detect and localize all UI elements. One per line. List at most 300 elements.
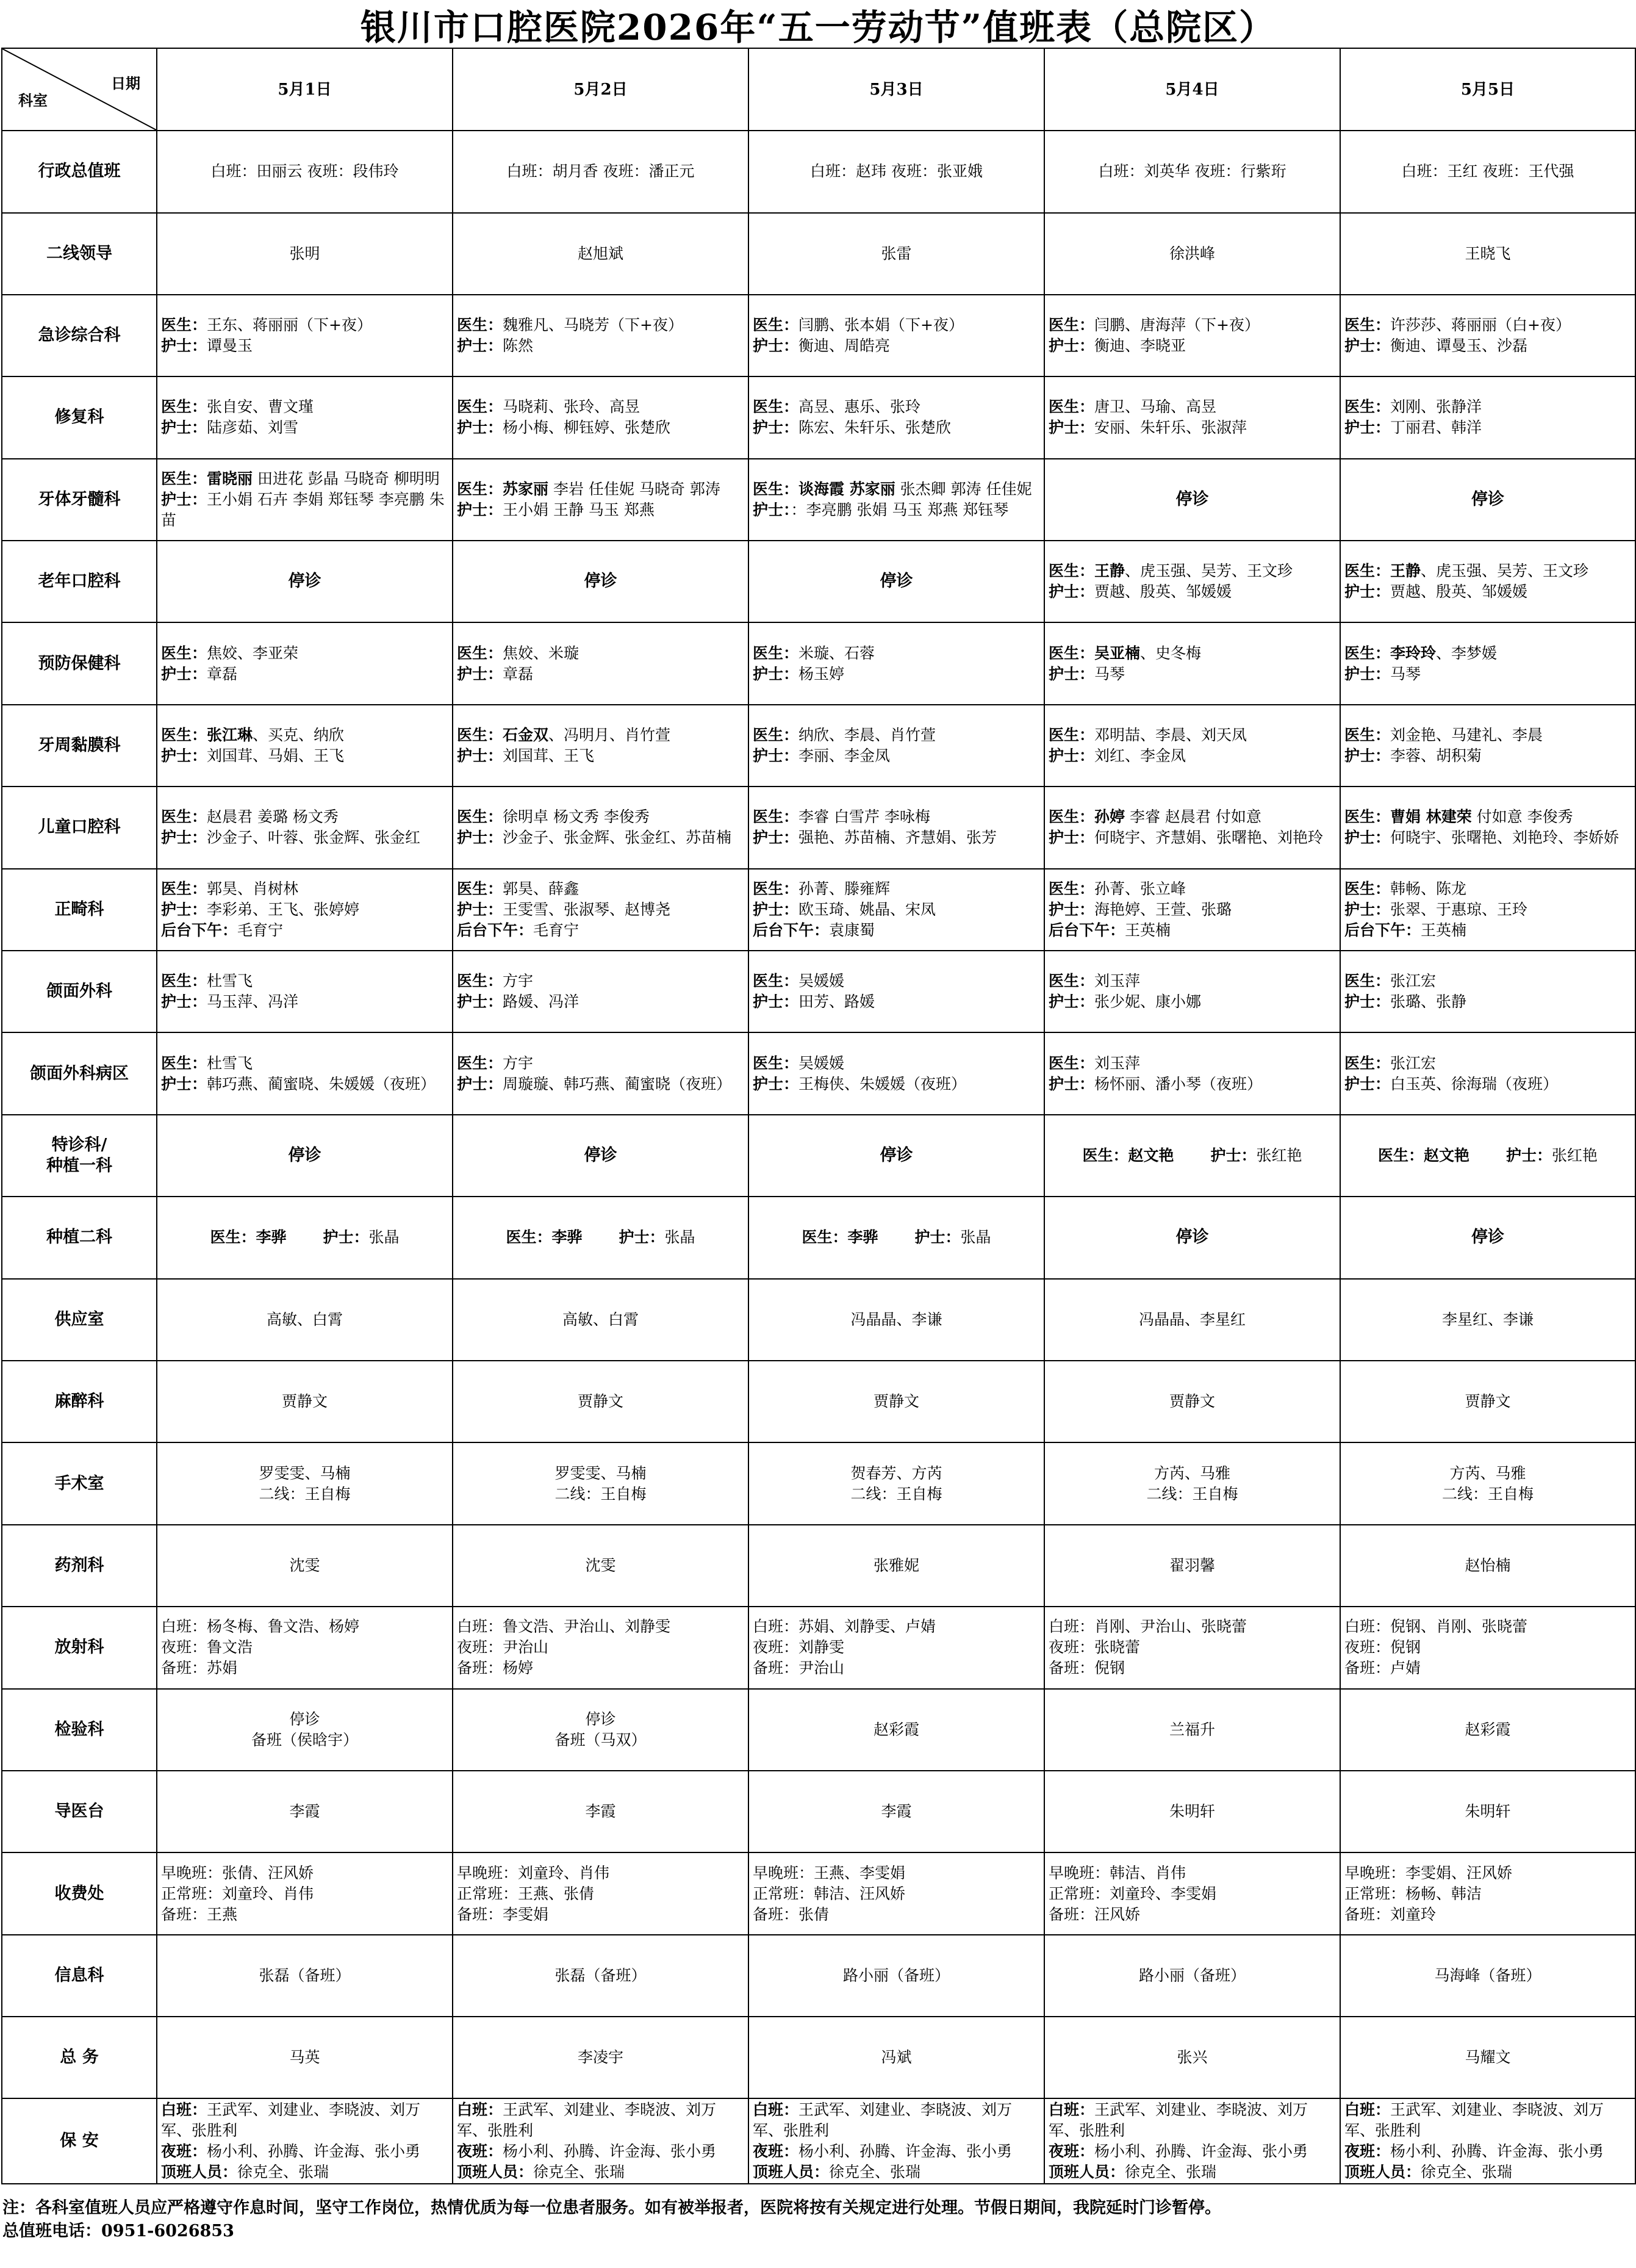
row-implant2 (2, 1197, 1635, 1278)
bound-text: 袁康蜀 (829, 921, 875, 939)
duty-cell (748, 1607, 1044, 1688)
duty-cell (453, 1852, 748, 1934)
duty-cell (453, 869, 748, 951)
row-lab (2, 1689, 1635, 1771)
bound-text: 李蓉、胡积菊 (1390, 747, 1482, 765)
bold-text: 医生： (457, 316, 503, 334)
bound-text: 备班：苏娟 (161, 1659, 238, 1677)
bold-text: 李骅 (551, 1228, 583, 1247)
dept-admin: 行政总值班 (2, 131, 157, 212)
bold-text: 护士： (753, 993, 799, 1011)
dept-pedo: 儿童口腔科 (2, 787, 157, 868)
duty-cell (1044, 1115, 1340, 1197)
duty-cell (748, 1442, 1044, 1524)
duty-cell (453, 1607, 748, 1688)
bound-text: 章磊 (503, 664, 534, 683)
bold-text: 护士： (161, 664, 207, 683)
bold-text: 护士： (1049, 747, 1095, 765)
bound-text: 二线：王自梅 (259, 1485, 351, 1503)
duty-cell (748, 459, 1044, 541)
bold-text: 护士： (457, 1075, 503, 1093)
row-maxfac (2, 951, 1635, 1032)
bound-text: 二线：王自梅 (1146, 1485, 1238, 1503)
duty-cell (1044, 951, 1340, 1032)
bound-text: 马琴 (1390, 664, 1421, 683)
bound-text: 田芳、路媛 (798, 993, 875, 1011)
bound-text: 白玉英、徐海瑞（夜班） (1390, 1075, 1559, 1093)
bound-text: 备班：李雯娟 (457, 1905, 549, 1923)
duty-cell (748, 1689, 1044, 1771)
bound-text: 张江宏 (1390, 1054, 1437, 1072)
bound-text: 刘红、李金凤 (1094, 747, 1186, 765)
duty-cell (1044, 869, 1340, 951)
bound-text: 章磊 (207, 664, 238, 683)
bound-text: 杜雪飞 (207, 972, 253, 990)
bound-text: 备班：刘童玲 (1344, 1905, 1437, 1923)
bound-text: 方芮、马雅 (1153, 1464, 1230, 1482)
row-anes (2, 1361, 1635, 1442)
bold-text: 护士： (161, 747, 207, 765)
bold-text: 医生： (753, 879, 799, 898)
dept-ortho: 正畸科 (2, 869, 157, 951)
row-info (2, 1935, 1635, 2017)
closed-cell: 停诊 (157, 541, 453, 622)
bound-text: 罗雯雯、马楠 (554, 1464, 647, 1482)
duty-cell: 路小丽（备班） (748, 1935, 1044, 2017)
bound-text: 备班（侯晗宇） (251, 1730, 358, 1749)
dept-leader: 二线领导 (2, 213, 157, 295)
bold-text: 医生： (1344, 644, 1391, 662)
row-pharm (2, 1525, 1635, 1607)
duty-cell (1340, 1442, 1635, 1524)
duty-cell (157, 459, 453, 541)
bound-text: 杜雪飞 (207, 1054, 253, 1072)
bound-text: 韩畅、陈龙 (1390, 879, 1467, 898)
bold-text: 医生： (1049, 726, 1095, 744)
closed-cell: 停诊 (453, 541, 748, 622)
dept-guide: 导医台 (2, 1771, 157, 1852)
bound-text: 陈然 (503, 337, 534, 355)
bound-text: 贾越、殷英、邹媛媛 (1094, 583, 1232, 601)
duty-cell (1340, 705, 1635, 787)
bound-text: 马玉萍、冯洋 (207, 993, 299, 1011)
duty-cell (453, 295, 748, 376)
bold-text: 赵文艳 (1128, 1146, 1174, 1164)
bold-text: 医生： (161, 808, 207, 826)
header-row (2, 48, 1635, 131)
duty-cell (453, 622, 748, 704)
dept-emergency: 急诊综合科 (2, 295, 157, 376)
duty-cell: 马英 (157, 2017, 453, 2098)
duty-cell: 翟羽馨 (1044, 1525, 1340, 1607)
bound-text: 白班：杨冬梅、鲁文浩、杨婷 (161, 1618, 360, 1636)
duty-cell: 赵旭斌 (453, 213, 748, 295)
bound-text: 徐克全、张瑞 (829, 2163, 921, 2181)
duty-cell (1340, 541, 1635, 622)
bold-text: 医生： (1344, 879, 1391, 898)
bold-text: 李骅 (847, 1228, 878, 1247)
bold-text: 医生： (1344, 398, 1391, 416)
bold-text: 曹娟 林建荣 (1390, 808, 1472, 826)
duty-cell (748, 376, 1044, 458)
duty-cell: 贾静文 (453, 1361, 748, 1442)
duty-cell (748, 705, 1044, 787)
bound-text: 、冯明月、肖竹萱 (548, 726, 671, 744)
duty-cell (1340, 951, 1635, 1032)
bold-text: 护士： (457, 829, 503, 847)
day-header: 5月4日 (1044, 48, 1340, 131)
day-header: 5月2日 (453, 48, 748, 131)
bound-text: 李丽、李金凤 (798, 747, 891, 765)
bold-text: 李玲玲 (1390, 644, 1437, 662)
bold-text: 孙婷 (1094, 808, 1125, 826)
duty-cell (1340, 1689, 1635, 1771)
duty-cell (748, 1032, 1044, 1114)
bold-text: 夜班： (1344, 2142, 1391, 2161)
bound-text: 郭昊、薛鑫 (503, 879, 579, 898)
bold-text: 护士： (161, 993, 207, 1011)
duty-cell: 高敏、白霄 (157, 1279, 453, 1361)
bound-text: 特诊科/ (51, 1135, 107, 1154)
bold-text: 夜班： (161, 2142, 207, 2161)
bold-text: 护士： (1344, 337, 1391, 355)
bound-text: 王武军、刘建业、李晓波、刘万军、张胜利 (1344, 2101, 1604, 2140)
bound-text: 孙菁、滕雍辉 (798, 879, 891, 898)
bound-text: 早晚班：王燕、李雯娟 (753, 1863, 906, 1882)
duty-cell: 朱明轩 (1044, 1771, 1340, 1852)
dept-prosth: 修复科 (2, 376, 157, 458)
duty-cell (1044, 541, 1340, 622)
duty-cell (157, 705, 453, 787)
bound-text: 张杰卿 郭涛 任佳妮 (895, 480, 1032, 498)
dept-or: 手术室 (2, 1442, 157, 1524)
bold-text: 医生： (161, 469, 207, 488)
bound-text: 王武军、刘建业、李晓波、刘万军、张胜利 (161, 2101, 421, 2140)
bound-text: 徐克全、张瑞 (1421, 2163, 1513, 2181)
duty-cell: 贾静文 (1044, 1361, 1340, 1442)
bound-text: 张璐、张静 (1390, 993, 1467, 1011)
duty-cell (157, 1852, 453, 1934)
bound-text: 方宇 (503, 1054, 534, 1072)
duty-cell (157, 1032, 453, 1114)
dept-radio: 放射科 (2, 1607, 157, 1688)
bold-text: 护士： (1344, 900, 1391, 918)
bound-text: 早晚班：刘童玲、肖伟 (457, 1863, 610, 1882)
bound-text: 吴媛媛 (798, 972, 845, 990)
duty-cell (748, 869, 1044, 951)
duty-cell: 张明 (157, 213, 453, 295)
bound-text: 夜班：鲁文浩 (161, 1638, 253, 1657)
bound-text: 张晶 (960, 1228, 991, 1247)
bold-text: 医生： (753, 316, 799, 334)
bound-text: 毛育宁 (533, 921, 579, 939)
bold-text: 医生： (1344, 972, 1391, 990)
bound-text: 二线：王自梅 (1441, 1485, 1534, 1503)
bound-text: 衡迪、周皓亮 (798, 337, 891, 355)
bold-text: 医生： (161, 972, 207, 990)
duty-cell: 白班：刘英华 夜班：行紫珩 (1044, 131, 1340, 212)
duty-cell: 张兴 (1044, 2017, 1340, 2098)
bound-text: 正常班：刘童玲、肖伟 (161, 1884, 314, 1903)
bound-text: 备班：汪风娇 (1049, 1905, 1141, 1923)
duty-cell (1340, 2098, 1635, 2184)
bold-text: 赵文艳 (1423, 1146, 1469, 1164)
duty-cell (1340, 1032, 1635, 1114)
bold-text: 白班： (161, 2101, 207, 2119)
bold-text: 李骅 (256, 1228, 287, 1247)
duty-cell: 马耀文 (1340, 2017, 1635, 2098)
bold-text: 护士： (457, 900, 503, 918)
bound-text: 张晶 (664, 1228, 695, 1247)
bound-text: 张少妮、康小娜 (1094, 993, 1202, 1011)
bold-text: 石金双 (503, 726, 549, 744)
duty-cell (1044, 1852, 1340, 1934)
duty-cell: 朱明轩 (1340, 1771, 1635, 1852)
duty-cell (453, 787, 748, 868)
bold-text: 护士： (753, 664, 799, 683)
bold-text: 护士： (1506, 1146, 1552, 1164)
bound-text: ：李亮鹏 张娟 马玉 郑燕 郑钰琴 (791, 500, 1009, 519)
duty-cell: 白班：王红 夜班：王代强 (1340, 131, 1635, 212)
bold-text: 护士： (1344, 829, 1391, 847)
duty-cell (748, 622, 1044, 704)
row-special (2, 1115, 1635, 1197)
row-emergency (2, 295, 1635, 376)
closed-cell: 停诊 (1340, 459, 1635, 541)
bold-text: 医生： (161, 879, 207, 898)
dept-special (2, 1115, 157, 1197)
duty-cell: 沈雯 (453, 1525, 748, 1607)
row-cashier (2, 1852, 1635, 1934)
bound-text: 丁丽君、韩洋 (1390, 419, 1482, 437)
row-supply (2, 1279, 1635, 1361)
duty-cell (157, 2098, 453, 2184)
dept-implant2: 种植二科 (2, 1197, 157, 1278)
bound-text: 李彩弟、王飞、张婷婷 (207, 900, 360, 918)
duty-cell: 白班：田丽云 夜班：段伟玲 (157, 131, 453, 212)
bold-text: 医生： (1344, 808, 1391, 826)
bound-text: 、李梦媛 (1436, 644, 1498, 662)
bold-text: 夜班： (457, 2142, 503, 2161)
row-or (2, 1442, 1635, 1524)
bold-text: 护士： (1344, 664, 1391, 683)
duty-cell: 白班：赵玮 夜班：张亚娥 (748, 131, 1044, 212)
bound-text: 杨小利、孙腾、许金海、张小勇 (1094, 2142, 1308, 2161)
bold-text: 医生： (1344, 1054, 1391, 1072)
bold-text: 医生： (753, 1054, 799, 1072)
row-endo (2, 459, 1635, 541)
duty-cell (157, 376, 453, 458)
closed-cell: 停诊 (157, 1115, 453, 1197)
duty-cell (157, 1607, 453, 1688)
duty-cell: 贾静文 (1340, 1361, 1635, 1442)
bound-text: 张江宏 (1390, 972, 1437, 990)
bold-text: 医生： (457, 879, 503, 898)
duty-cell: 高敏、白霄 (453, 1279, 748, 1361)
dept-prev: 预防保健科 (2, 622, 157, 704)
bound-text: 备班（马双） (554, 1730, 647, 1749)
bold-text: 苏家丽 (503, 480, 549, 498)
bold-text: 医生： (457, 808, 503, 826)
bound-text: 白班：鲁文浩、尹治山、刘静雯 (457, 1618, 671, 1636)
bold-text: 护士： (1049, 419, 1095, 437)
bound-text: 马晓莉、张玲、高昱 (503, 398, 640, 416)
bold-text: 夜班： (1049, 2142, 1095, 2161)
bold-text: 医生： (753, 644, 799, 662)
bound-text: 张晶 (368, 1228, 400, 1247)
bold-text: 医生： (457, 726, 503, 744)
closed-cell: 停诊 (1340, 1197, 1635, 1278)
bold-text: 医生： (457, 972, 503, 990)
bold-text: 后台下午： (753, 921, 830, 939)
bound-text: 赵彩霞 (873, 1720, 919, 1738)
duty-cell (1340, 869, 1635, 951)
bold-text: 护士： (1344, 747, 1391, 765)
bound-text: 正常班：王燕、张倩 (457, 1884, 595, 1903)
bold-text: 医生： (1344, 562, 1391, 580)
bold-text: 护士： (1049, 337, 1095, 355)
bound-text: 早晚班：韩洁、肖伟 (1049, 1863, 1186, 1882)
duty-schedule-table (1, 48, 1636, 2184)
bound-text: 田进花 彭晶 马晓奇 柳明明 (253, 469, 440, 488)
duty-cell: 李凌宇 (453, 2017, 748, 2098)
bound-text: 早晚班：张倩、汪风娇 (161, 1863, 314, 1882)
bound-text: 早晚班：李雯娟、汪风娇 (1344, 1863, 1513, 1882)
duty-cell (1340, 376, 1635, 458)
bound-text: 王武军、刘建业、李晓波、刘万军、张胜利 (753, 2101, 1013, 2140)
bold-text: 医生： (457, 480, 503, 498)
duty-cell: 张雷 (748, 213, 1044, 295)
bound-text: 种植一科 (46, 1156, 112, 1175)
bound-text: 邓明喆、李晨、刘天凤 (1094, 726, 1247, 744)
bold-text: 医生： (1344, 316, 1391, 334)
bold-text: 护士： (1210, 1146, 1257, 1164)
dept-info: 信息科 (2, 1935, 157, 2017)
bound-text: 刘金艳、马建礼、李晨 (1390, 726, 1543, 744)
duty-cell: 徐洪峰 (1044, 213, 1340, 295)
footer-notes (2, 2197, 1631, 2243)
bold-text: 护士： (1344, 583, 1391, 601)
bound-text: 、史冬梅 (1140, 644, 1202, 662)
bold-text: 医生： (457, 644, 503, 662)
duty-cell (748, 1197, 1044, 1278)
row-geri (2, 541, 1635, 622)
bound-text: 杨小利、孙腾、许金海、张小勇 (798, 2142, 1013, 2161)
bound-text: 、虎玉强、吴芳、王文珍 (1421, 562, 1589, 580)
bold-text: 医生： (161, 726, 207, 744)
duty-cell (748, 787, 1044, 868)
bold-text: 医生： (753, 972, 799, 990)
row-admin (2, 131, 1635, 212)
duty-cell: 贾静文 (157, 1361, 453, 1442)
dept-supply: 供应室 (2, 1279, 157, 1361)
closed-cell: 停诊 (453, 1115, 748, 1197)
duty-cell: 白班：胡月香 夜班：潘正元 (453, 131, 748, 212)
bold-text: 医生： (1377, 1146, 1424, 1164)
bold-text: 护士： (161, 900, 207, 918)
duty-cell (1340, 1852, 1635, 1934)
duty-cell (157, 295, 453, 376)
bold-text: 护士： (457, 337, 503, 355)
bold-text: 王静 (1094, 562, 1125, 580)
dept-perio: 牙周黏膜科 (2, 705, 157, 787)
bound-text: 闫鹏、张本娟（下+夜） (798, 316, 964, 334)
bound-text: 杨怀丽、潘小琴（夜班） (1094, 1075, 1263, 1093)
bold-text: 医生： (457, 398, 503, 416)
bound-text: 、虎玉强、吴芳、王文珍 (1125, 562, 1293, 580)
bold-text: 护士： (1344, 993, 1391, 1011)
bold-text: 医生： (1049, 972, 1095, 990)
bound-text: 欧玉琦、姚晶、宋凤 (798, 900, 936, 918)
bold-text: 护士： (457, 500, 503, 519)
duty-cell: 王晓飞 (1340, 213, 1635, 295)
bound-text: 徐明卓 杨文秀 李俊秀 (503, 808, 650, 826)
bold-text: 医生： (753, 398, 799, 416)
bound-text: 韩巧燕、蔺蜜晓、朱媛媛（夜班） (207, 1075, 436, 1093)
bold-text: 护士： (753, 337, 799, 355)
duty-cell (1044, 787, 1340, 868)
duty-cell (453, 1689, 748, 1771)
bold-text: 吴亚楠 (1094, 644, 1141, 662)
duty-cell (1340, 1607, 1635, 1688)
duty-cell (157, 1197, 453, 1278)
bound-text: 张红艳 (1256, 1146, 1302, 1164)
bound-text: 王英楠 (1421, 921, 1467, 939)
bound-text: 停诊 (289, 1710, 320, 1728)
bound-text: 、买克、纳欣 (253, 726, 345, 744)
bold-text: 谈海霞 苏家丽 (798, 480, 895, 498)
bold-text: 雷晓丽 (207, 469, 253, 488)
bold-text: 后台下午： (1344, 921, 1421, 939)
bold-text: 医生： (753, 480, 799, 498)
row-security (2, 2098, 1635, 2184)
bound-text: 王小娟 王静 马玉 郑燕 (503, 500, 655, 519)
bound-text: 正常班：刘童玲、李雯娟 (1049, 1884, 1217, 1903)
duty-cell (157, 951, 453, 1032)
bound-text: 赵彩霞 (1465, 1720, 1511, 1738)
bold-text: 医生： (161, 644, 207, 662)
duty-cell (1340, 622, 1635, 704)
duty-cell (453, 459, 748, 541)
dept-general: 总 务 (2, 2017, 157, 2098)
duty-cell (453, 1442, 748, 1524)
duty-cell (1044, 1442, 1340, 1524)
bound-text: 孙菁、张立峰 (1094, 879, 1186, 898)
bound-text: 夜班：张晓蕾 (1049, 1638, 1141, 1657)
bold-text: 护士： (753, 419, 799, 437)
closed-cell: 停诊 (1044, 1197, 1340, 1278)
bold-text: 护士： (753, 829, 799, 847)
bound-text: 杨小利、孙腾、许金海、张小勇 (1390, 2142, 1604, 2161)
bold-text: 白班： (1344, 2101, 1391, 2119)
bold-text: 护士： (1344, 419, 1391, 437)
bold-text: 医生： (1049, 808, 1095, 826)
bound-text: 张翠、于惠琼、王玲 (1390, 900, 1528, 918)
bound-text: 陈宏、朱轩乐、张楚欣 (798, 419, 952, 437)
duty-cell (1340, 1115, 1635, 1197)
bold-text: 后台下午： (161, 921, 238, 939)
duty-cell: 路小丽（备班） (1044, 1935, 1340, 2017)
duty-cell (748, 2098, 1044, 2184)
bound-text: 夜班：尹治山 (457, 1638, 549, 1657)
row-perio (2, 705, 1635, 787)
note-text: 注：各科室值班人员应严格遵守作息时间，坚守工作岗位，热情优质为每一位患者服务。如有被举报者，医院将按有关规定进行处理。节假日期间，我院延时门诊暂停。 (2, 2198, 1221, 2217)
bound-text: 马琴 (1094, 664, 1125, 683)
dept-lab: 检验科 (2, 1689, 157, 1771)
bold-text: 顶班人员： (1344, 2163, 1421, 2181)
bound-text: 杨玉婷 (798, 664, 845, 683)
bound-text: 夜班：倪钢 (1344, 1638, 1421, 1657)
